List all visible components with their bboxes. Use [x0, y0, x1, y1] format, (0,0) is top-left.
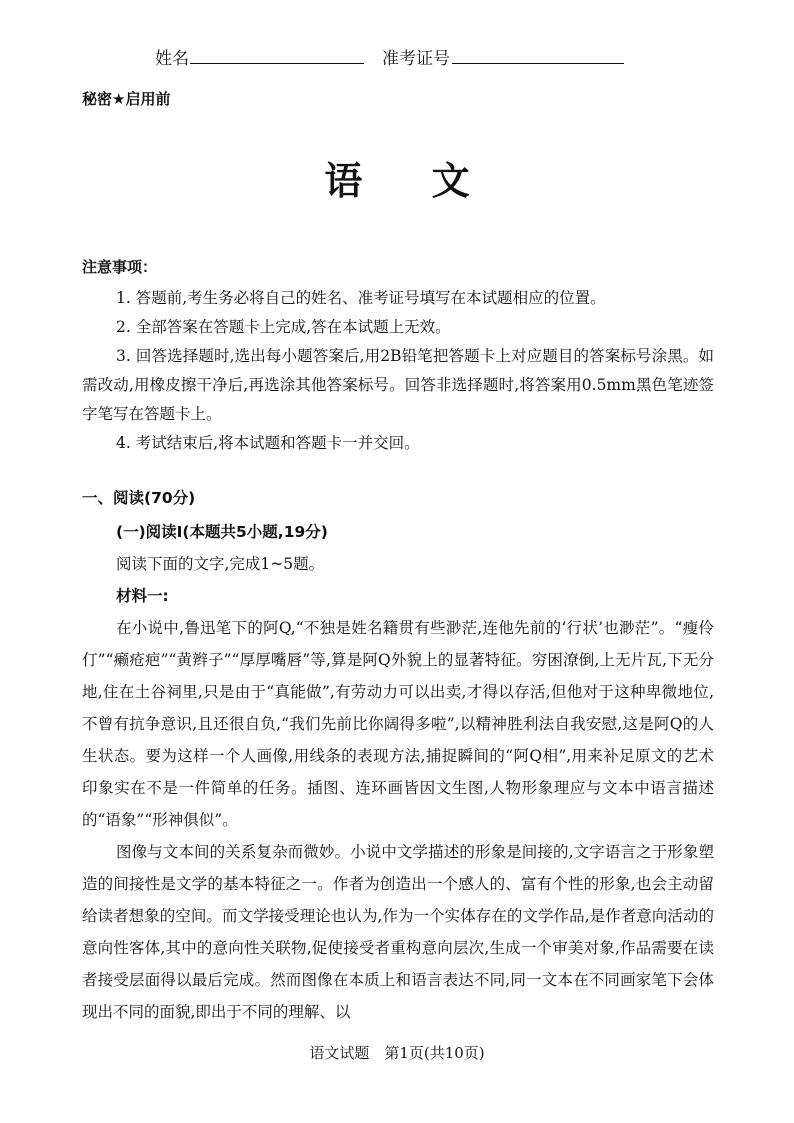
- passage-paragraph: 在小说中,鲁迅笔下的阿Q,“不独是姓名籍贯有些渺茫,连他先前的‘行状’也渺茫”。“瘦伶仃”“癞疮疤”“黄辫子”“厚厚嘴唇”等,算是阿Q外貌上的显著特征。穷困潦倒,上无片瓦,下无分地,住在土谷祠里,只是由于“真能做”,有劳动力可以出卖,才得以存活,但他对于这种卑微地位,不曾有抗争意识,且还很自负,“我们先前比你阔得多啦”,以精神胜利法自我安慰,这是阿Q的人生状态。要为这样一个人画像,用线条的表现方法,捕捉瞬间的“阿Q相”,用来补足原文的艺术印象实在不是一件简单的任务。插图、连环画皆因文生图,人物形象理应与文本中语言描述的“语象”“形神俱似”。: [82, 619, 714, 829]
- notice-item: 3. 回答选择题时,选出每小题答案后,用2B铅笔把答题卡上对应题目的答案标号涂黑。如需改动,用橡皮擦干净后,再选涂其他答案标号。回答非选择题时,将答案用0.5mm黑色笔迹签字笔写在答题卡上。: [82, 347, 714, 423]
- secret-mark: 秘密★启用前: [82, 90, 171, 108]
- exam-id-label: 准考证号: [382, 49, 450, 69]
- name-blank-line[interactable]: [190, 63, 364, 64]
- exam-id-blank-line[interactable]: [452, 63, 624, 64]
- notice-item: 1. 答题前,考生务必将自己的姓名、准考证号填写在本试题相应的位置。: [116, 289, 606, 307]
- name-label: 姓名: [155, 49, 189, 69]
- reading-passage: [82, 612, 714, 1028]
- subsection-title: (一)阅读Ⅰ(本题共5小题,19分): [116, 523, 328, 541]
- candidate-info-header: [0, 42, 794, 68]
- page-footer: 语文试题 第1页(共10页): [309, 1044, 485, 1062]
- material-label: 材料一:: [116, 587, 169, 605]
- notice-heading: 注意事项：: [82, 258, 158, 276]
- reading-instruction: 阅读下面的文字,完成1~5题。: [116, 555, 325, 573]
- section-title: 一、阅读(70分): [82, 489, 196, 507]
- page-title: 语 文: [324, 158, 498, 203]
- notice-item: 4. 考试结束后,将本试题和答题卡一并交回。: [116, 434, 420, 452]
- notice-list: [82, 284, 714, 458]
- passage-paragraph: 图像与文本间的关系复杂而微妙。小说中文学描述的形象是间接的,文字语言之于形象塑造的间接性是文学的基本特征之一。作者为创造出一个感人的、富有个性的形象,也会主动留给读者想象的空间。而文学接受理论也认为,作为一个实体存在的文学作品,是作者意向活动的意向性客体,其中的意向性关联物,促使接受者重构意向层次,生成一个审美对象,作品需要在读者接受层面得以最后完成。然而图像在本质上和语言表达不同,同一文本在不同画家笔下会体现出不同的面貌,即出于不同的理解、以: [82, 843, 714, 1021]
- notice-item: 2. 全部答案在答题卡上完成,答在本试题上无效。: [116, 318, 451, 336]
